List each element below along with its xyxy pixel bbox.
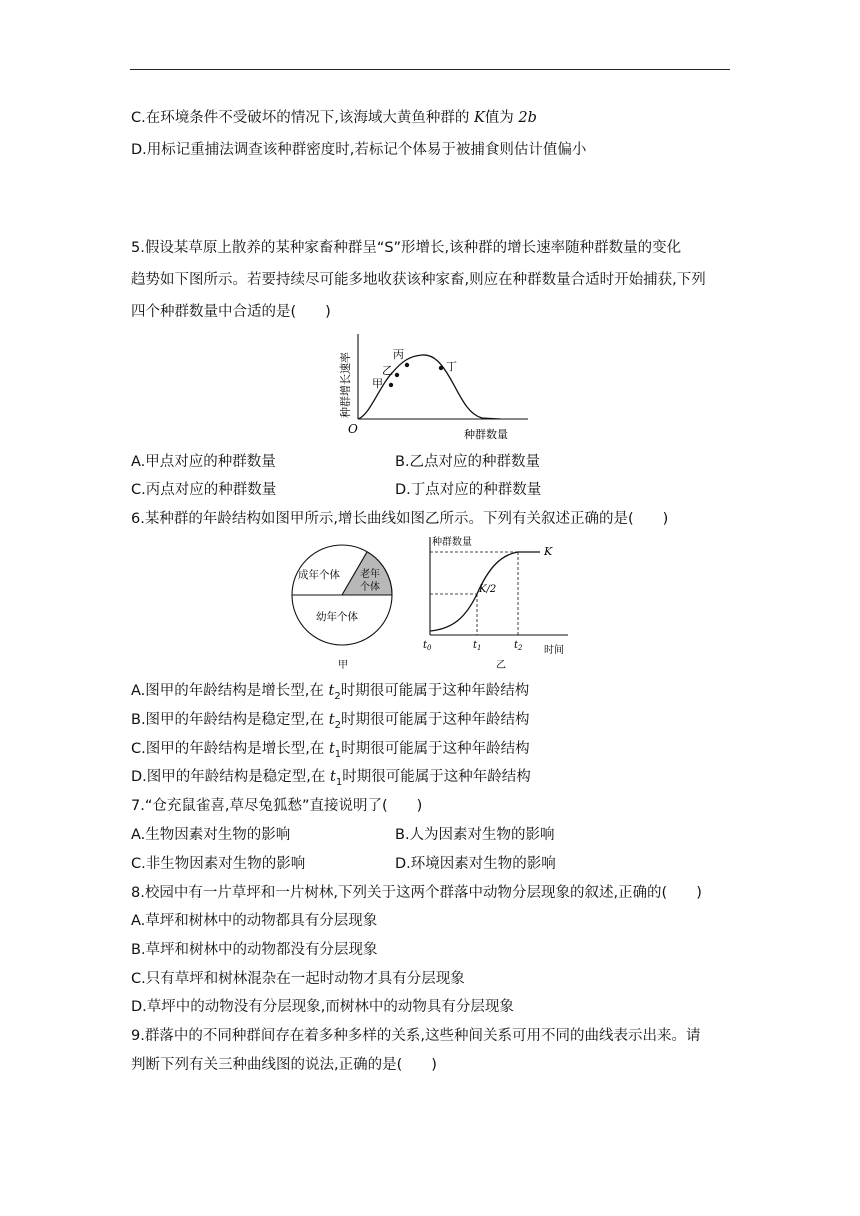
q5-option-a: A.甲点对应的种群数量: [131, 454, 276, 470]
q5-option-b: B.乙点对应的种群数量: [395, 454, 541, 470]
q7-stem: 7.“仓充鼠雀喜,草尽兔狐愁”直接说明了( ): [131, 798, 423, 814]
caption-yi: 乙: [496, 660, 506, 671]
point-yi: [395, 373, 399, 377]
adult-label: 成年个体: [298, 569, 340, 581]
option-c-prev: C.在环境条件不受破坏的情况下,该海域大黄鱼种群的 K值为 2b: [131, 110, 537, 126]
q8-option-b: B.草坪和树林中的动物都没有分层现象: [131, 942, 378, 958]
label-bing: 丙: [393, 348, 404, 361]
point-ding: [439, 366, 443, 370]
t1-label: $t_1$: [473, 640, 482, 652]
q8-option-a: A.草坪和树林中的动物都具有分层现象: [131, 913, 378, 929]
old-label-2: 个体: [360, 582, 380, 593]
label-yi: 乙: [382, 364, 393, 377]
q8-stem: 8.校园中有一片草坪和一片树林,下列关于这两个群落中动物分层现象的叙述,正确的( ): [131, 885, 702, 901]
q5-growth-rate-figure: [330, 330, 530, 445]
k-label: K: [544, 545, 553, 558]
q7-option-b: B.人为因素对生物的影响: [395, 827, 555, 843]
origin-label: O: [348, 422, 358, 436]
x-axis-label: 时间: [544, 645, 564, 656]
caption-jia: 甲: [338, 660, 348, 671]
q5-option-c: C.丙点对应的种群数量: [131, 482, 277, 498]
q6-growth-curve-figure: [418, 533, 578, 675]
q6-option-d: D.图甲的年龄结构是稳定型,在 $t_1$时期很可能属于这种年龄结构: [131, 769, 531, 788]
q5-stem-line-2: 趋势如下图所示。若要持续尽可能多地收获该种家畜,则应在种群数量合适时开始捕获,下列: [131, 272, 706, 288]
label-jia: 甲: [372, 377, 383, 390]
q6-age-structure-figure: [285, 535, 400, 675]
y-axis-label: 种群数量: [432, 537, 472, 548]
y-axis-label: 种群增长速率: [339, 352, 352, 418]
q6-option-a: A.图甲的年龄结构是增长型,在 $t_2$时期很可能属于这种年龄结构: [131, 683, 530, 702]
x-axis-label: 种群数量: [464, 428, 508, 441]
q5-stem-line-3: 四个种群数量中合适的是( ): [131, 304, 331, 320]
q9-stem-line-1: 9.群落中的不同种群间存在着多种多样的关系,这些种间关系可用不同的曲线表示出来。请: [131, 1028, 701, 1044]
t2-label: $t_2$: [514, 640, 523, 652]
header-rule: [130, 69, 730, 70]
q6-stem: 6.某种群的年龄结构如图甲所示,增长曲线如图乙所示。下列有关叙述正确的是( ): [131, 511, 669, 527]
point-jia: [389, 383, 393, 387]
t0-label: $t_0$: [423, 640, 432, 652]
young-label: 幼年个体: [316, 611, 358, 623]
q9-stem-line-2: 判断下列有关三种曲线图的说法,正确的是( ): [131, 1057, 437, 1073]
k-half-label: K/2: [479, 584, 497, 595]
point-bing: [405, 363, 409, 367]
q7-option-d: D.环境因素对生物的影响: [395, 856, 556, 872]
q5-stem-line-1: 5.假设某草原上散养的某种家畜种群呈“S”形增长,该种群的增长速率随种群数量的变化: [131, 240, 682, 256]
old-label-1: 老年: [360, 569, 380, 580]
q6-option-c: C.图甲的年龄结构是增长型,在 $t_1$时期很可能属于这种年龄结构: [131, 741, 530, 760]
label-ding: 丁: [446, 360, 457, 373]
q6-option-b: B.图甲的年龄结构是稳定型,在 $t_2$时期很可能属于这种年龄结构: [131, 712, 530, 731]
q7-option-a: A.生物因素对生物的影响: [131, 827, 291, 843]
q8-option-c: C.只有草坪和树林混杂在一起时动物才具有分层现象: [131, 971, 465, 987]
q5-option-d: D.丁点对应的种群数量: [395, 482, 542, 498]
q7-option-c: C.非生物因素对生物的影响: [131, 856, 306, 872]
option-d-prev: D.用标记重捕法调查该种群密度时,若标记个体易于被捕食则估计值偏小: [131, 142, 587, 158]
q8-option-d: D.草坪中的动物没有分层现象,而树林中的动物具有分层现象: [131, 999, 514, 1015]
